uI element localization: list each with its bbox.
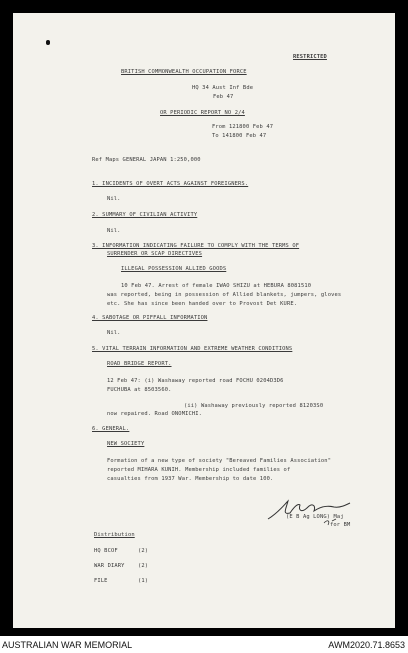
distribution-item-name: HQ BCOF xyxy=(94,548,118,554)
bde-line2: Feb 47 xyxy=(213,94,234,100)
section-6-line-3: casualties from 1937 War. Membership to date 100. xyxy=(107,476,274,482)
distribution-item-copy: (1) xyxy=(138,578,149,584)
section-1-heading: 1. INCIDENTS OF OVERT ACTS AGAINST FOREIGNERS. xyxy=(92,181,249,187)
section-5-heading: 5. VITAL TERRAIN INFORMATION AND EXTREME WEATHER CONDITIONS xyxy=(92,346,293,352)
report-to: To 141800 Feb 47 xyxy=(212,133,267,139)
section-6-line-2: reported MIHARA KUNIH. Membership included families of xyxy=(107,467,291,473)
report-title: OR PERIODIC REPORT NO 2/4 xyxy=(160,110,245,116)
section-3-heading-2: SURRENDER OR SCAP DIRECTIVES xyxy=(107,251,203,257)
section-2-heading: 2. SUMMARY OF CIVILIAN ACTIVITY xyxy=(92,212,198,218)
distribution-title: Distribution xyxy=(94,532,135,538)
distribution-item-name: FILE xyxy=(94,578,108,584)
ref-maps: Ref Maps GENERAL JAPAN 1:250,000 xyxy=(92,157,201,163)
footer-bar xyxy=(0,636,408,653)
section-4-heading: 4. SABOTAGE OR PIFFALL INFORMATION xyxy=(92,315,208,321)
section-5-line-3: (ii) Washaway previously reported 81203S0 xyxy=(184,403,324,409)
section-1-body: Nil. xyxy=(107,196,121,202)
bde-line1: HQ 34 Aust Inf Bde xyxy=(192,85,254,91)
distribution-item-copy: (2) xyxy=(138,548,149,554)
distribution-item-copy: (2) xyxy=(138,563,149,569)
section-3-heading-1: 3. INFORMATION INDICATING FAILURE TO COMPLY WITH THE TERMS OF xyxy=(92,243,300,249)
section-5-line-1: 12 Feb 47: (i) Washaway reported road FOCHU 0204D3D6 xyxy=(107,378,284,384)
section-3-line-2: was reported, being in possession of Allied blankets, jumpers, gloves xyxy=(107,292,342,298)
classification: RESTRICTED xyxy=(293,54,327,60)
signature-name: (E B Ag LONG) Maj xyxy=(286,514,344,520)
section-6-subheading: NEW SOCIETY xyxy=(107,441,145,447)
section-3-line-1: 10 Feb 47. Arrest of female IWAO SHIZU at HEBURA 8081510 xyxy=(121,283,312,289)
punch-hole xyxy=(46,40,50,45)
section-5-line-2: FUCHUBA at 8503560. xyxy=(107,387,172,393)
signature-for: for BM xyxy=(330,522,351,528)
section-5-line-4: now repaired. Road ONOMICHI. xyxy=(107,411,203,417)
section-3-line-3: etc. She has since been handed over to Provost Det KURE. xyxy=(107,301,298,307)
footer-institution: AUSTRALIAN WAR MEMORIAL xyxy=(2,640,133,650)
section-3-subheading: ILLEGAL POSSESSION ALLIED GOODS xyxy=(121,266,227,272)
section-6-heading: 6. GENERAL. xyxy=(92,426,130,432)
distribution-item-name: WAR DIARY xyxy=(94,563,125,569)
section-2-body: Nil. xyxy=(107,228,121,234)
section-6-line-1: Formation of a new type of society "Bereaved Families Association" xyxy=(107,458,332,464)
report-from: From 121800 Feb 47 xyxy=(212,124,274,130)
footer-accession-number: AWM2020.71.8653 xyxy=(328,640,405,650)
section-5-subheading: ROAD BRIDGE REPORT. xyxy=(107,361,172,367)
section-4-body: Nil. xyxy=(107,330,121,336)
force-name: BRITISH COMMONWEALTH OCCUPATION FORCE xyxy=(121,69,247,75)
